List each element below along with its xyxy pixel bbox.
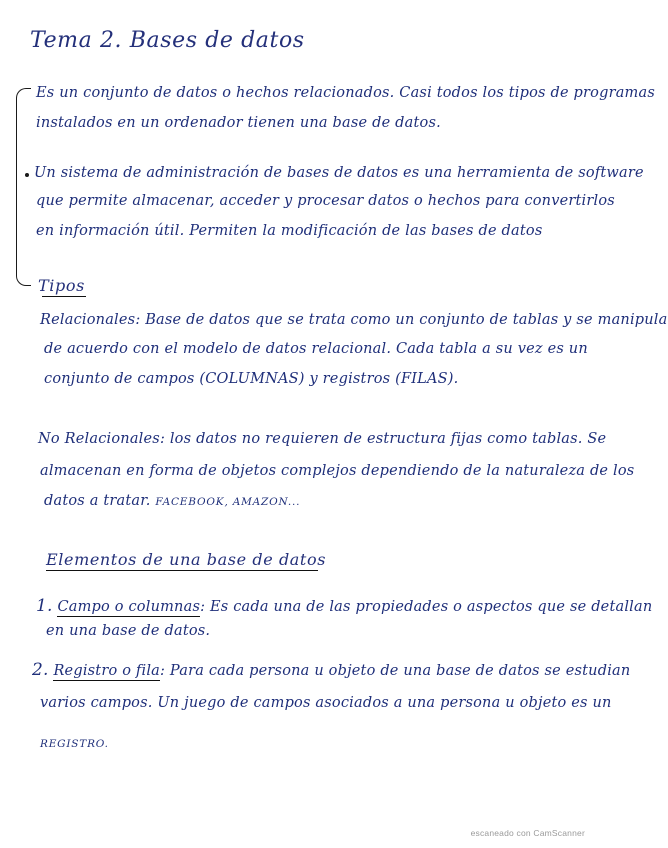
item1-number: 1.	[36, 596, 53, 616]
item2-term: Registro o fila	[53, 663, 161, 679]
norelacionales-line2: almacenan en forma de objetos complejos dependiendo de la naturaleza de los	[40, 463, 635, 479]
intro-p1-line2: instalados en un ordenador tienen una base de datos.	[36, 115, 441, 131]
elementos-underline	[46, 570, 318, 571]
relacionales-line3: conjunto de campos (COLUMNAS) y registros (FILAS).	[44, 371, 459, 387]
page-title: Tema 2. Bases de datos	[30, 28, 305, 53]
item2-line1	[32, 662, 630, 679]
norelacionales-line3-text: datos a tratar.	[44, 493, 156, 509]
norelacionales-text: : los datos no requieren de estructura fijas como tablas. Se	[159, 431, 607, 447]
intro-p2-line1: Un sistema de administración de bases de datos es una herramienta de software	[34, 165, 644, 181]
relacionales-line1	[40, 313, 668, 328]
tipos-heading: Tipos	[38, 276, 85, 295]
scanner-watermark: escaneado con CamScanner	[470, 828, 585, 838]
relacionales-line2: de acuerdo con el modelo de datos relacional. Cada tabla a su vez es un	[44, 341, 588, 357]
item2-line2: varios campos. Un juego de campos asociados a una persona u objeto es un	[40, 695, 612, 711]
bullet-dot	[25, 173, 29, 177]
elementos-heading: Elementos de una base de datos	[46, 550, 326, 569]
norelacionales-line1	[38, 432, 606, 447]
relacionales-label: Relacionales	[40, 312, 136, 328]
intro-p1-line1: Es un conjunto de datos o hechos relacionados. Casi todos los tipos de programas	[36, 85, 655, 101]
left-bracket	[16, 88, 31, 286]
intro-p2-line2: que permite almacenar, acceder y procesar datos o hechos para convertirlos	[36, 193, 615, 209]
item1-line2: en una base de datos.	[46, 623, 211, 639]
item2-text: : Para cada persona u objeto de una base de datos se estudian	[160, 663, 631, 679]
norelacionales-label: No Relacionales	[38, 431, 160, 447]
intro-p2-line3: en información útil. Permiten la modificación de las bases de datos	[36, 223, 543, 239]
item1-text: : Es cada una de las propiedades o aspectos que se detallan	[200, 599, 653, 615]
item2-line3	[40, 736, 109, 751]
item2-registro: REGISTRO.	[40, 738, 109, 750]
relacionales-text: : Base de datos que se trata como un conjunto de tablas y se manipula	[135, 312, 668, 328]
norelacionales-line3	[44, 494, 300, 509]
item1-line1	[36, 598, 652, 615]
norelacionales-examples: FACEBOOK, AMAZON...	[155, 496, 301, 508]
item2-number: 2.	[32, 660, 49, 680]
item1-term: Campo o columnas	[57, 599, 201, 615]
tipos-underline	[42, 296, 86, 297]
